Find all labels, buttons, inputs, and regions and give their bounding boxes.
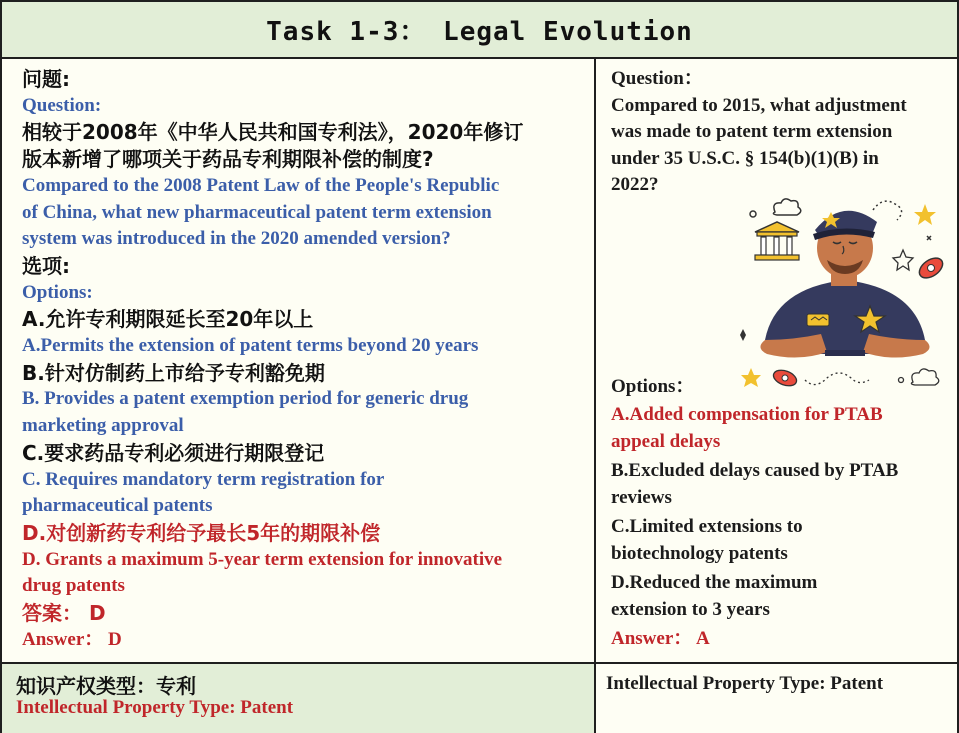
swirl-path <box>805 373 869 385</box>
option-d-en-line-2: drug patents <box>22 575 125 597</box>
option-a-zh: A.允许专利期限延长至20年以上 <box>22 307 314 332</box>
question-label-zh: 问题: <box>22 67 70 91</box>
options-label-zh: 选项: <box>22 253 70 278</box>
doodle-dot <box>899 378 904 383</box>
option-c-en-line-1: C. Requires mandatory term registration for <box>22 468 385 490</box>
cloud-icon <box>773 199 800 215</box>
option-b-en-line-2: marketing approval <box>22 415 184 437</box>
police-officer-illustration <box>735 190 950 400</box>
belt <box>825 350 865 356</box>
options-label: Options： <box>611 375 695 397</box>
swirl-icon <box>873 201 902 220</box>
rocket-icon <box>916 254 946 282</box>
option-c: C.Limited extensions to biotechnology patents <box>611 516 803 564</box>
question-label: Question： <box>611 68 703 89</box>
star-icon <box>914 204 936 225</box>
option-c-zh: C.要求药品专利必须进行期限登记 <box>22 440 325 465</box>
option-b: B.Excluded delays caused by PTAB reviews <box>611 460 899 508</box>
answer: Answer： A <box>611 628 710 649</box>
sparkle-icon <box>927 236 931 240</box>
question-text-en-line-1: Compared to the 2008 Patent Law of the People's Republic <box>22 174 500 196</box>
question-text: Compared to 2015, what adjustment was made to patent term extension under 35 U.S.C. § 154(b)(1)(B) in 2022? <box>611 94 907 195</box>
ip-type-zh: 知识产权类型：专利 <box>16 674 196 698</box>
option-d-en-line-1: D. Grants a maximum 5-year term extension for innovative <box>22 548 503 570</box>
sparkle-small-icon <box>740 329 746 341</box>
column-divider <box>594 59 596 733</box>
task-title: Task 1-3： Legal Evolution <box>2 2 957 59</box>
option-c-en-line-2: pharmaceutical patents <box>22 495 213 517</box>
star-small-icon <box>741 368 761 387</box>
answer-en: Answer： D <box>22 628 122 650</box>
question-text-zh-line-1: 相较于2008年《中华人民共和国专利法》，2020年修订 <box>22 120 524 145</box>
option-d-zh: D.对创新药专利给予最长5年的期限补偿 <box>22 520 381 545</box>
pocket-badge <box>807 314 829 326</box>
chinese-law-question-panel <box>22 66 588 653</box>
rocket-small-icon <box>771 367 798 388</box>
question-text-en-line-2: of China, what new pharmaceutical patent term extension <box>22 201 492 223</box>
doodle-circle-icon <box>750 211 756 217</box>
option-b-en-line-1: B. Provides a patent exemption period for generic drug <box>22 388 469 410</box>
question-text-zh-line-2: 版本新增了哪项关于药品专利期限补偿的制度? <box>22 147 434 172</box>
footer-divider <box>2 662 957 664</box>
option-a: A.Added compensation for PTAB appeal delays <box>611 404 883 452</box>
option-d: D.Reduced the maximum extension to 3 years <box>611 572 818 620</box>
ip-type-en: Intellectual Property Type: Patent <box>16 697 294 718</box>
star-outline-icon <box>893 250 913 270</box>
question-label-en: Question: <box>22 94 102 116</box>
answer-zh: 答案： D <box>22 601 106 626</box>
option-b-zh: B.针对仿制药上市给予专利豁免期 <box>22 360 325 385</box>
ip-type-right: Intellectual Property Type: Patent <box>606 673 884 694</box>
courthouse-icon <box>755 222 799 260</box>
options-label-en: Options: <box>22 281 93 303</box>
option-a-en: A.Permits the extension of patent terms beyond 20 years <box>22 335 479 357</box>
question-text-en-line-3: system was introduced in the 2020 amended version? <box>22 228 451 250</box>
cloud-small-icon <box>911 369 938 385</box>
